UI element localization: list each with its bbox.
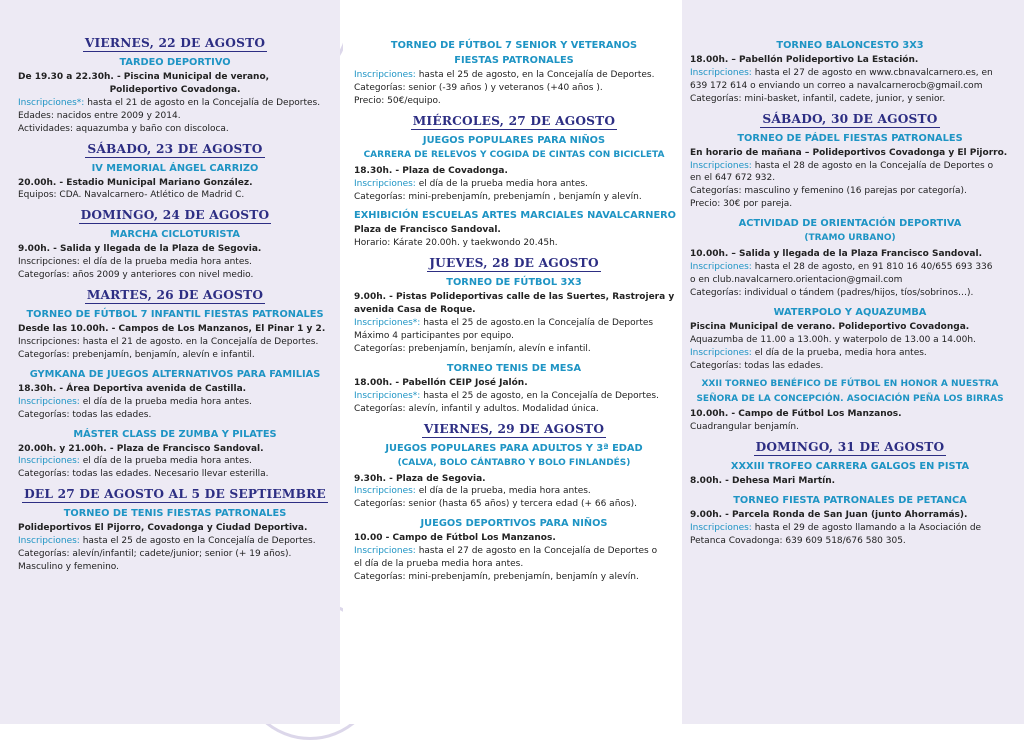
event-detail-line [18, 455, 332, 468]
event-detail-line [18, 561, 332, 574]
detail-text: Masculino y femenino. [18, 561, 120, 572]
registration-label: Inscripciones: [354, 546, 416, 557]
event-block [18, 428, 332, 482]
event-block [18, 162, 332, 203]
event-detail-line [354, 473, 674, 486]
time-place-text: avenida Casa de Roque. [354, 305, 476, 316]
day-section [18, 142, 332, 203]
event-detail-line [690, 172, 1010, 185]
detail-text: Categorías: años 2009 y anteriores con nivel medio. [18, 270, 254, 281]
registration-label: Inscripciones: [690, 160, 752, 171]
event-detail-line [354, 558, 674, 571]
event-detail-line [18, 189, 332, 202]
event-title: JUEGOS POPULARES PARA ADULTOS Y 3ª EDAD [385, 442, 643, 454]
event-detail-line [18, 177, 332, 190]
time-place-text: 10.00h. – Salida y llegada de la Plaza Francisco Sandoval. [690, 249, 982, 260]
registration-label: Inscripciones: [18, 456, 80, 467]
event-title: TORNEO DE FÚTBOL 7 SENIOR Y VETERANOS [390, 40, 638, 51]
event-detail-line [18, 269, 332, 282]
event-block [690, 306, 1010, 373]
event-title: TORNEO DE FÚTBOL 7 INFANTIL FIESTAS PATRONALES [26, 309, 324, 321]
detail-text: Categorías: mini-prebenjamín, prebenjamín, benjamín y alevín. [354, 571, 639, 582]
event-block [690, 39, 1010, 106]
detail-text: Máximo 4 participantes por equipo. [354, 330, 514, 341]
time-place-text: 9.00h. - Pistas Polideportivas calle de las Suertes, Rastrojera y [354, 292, 675, 303]
event-subtitle: (CALVA, BOLO CÁNTABRO Y BOLO FINLANDÉS) [397, 457, 631, 468]
event-block [354, 517, 674, 584]
detail-text: Categorías: alevín/infantil; cadete/junior; senior (+ 19 años). [18, 549, 292, 560]
detail-text: Cuadrangular benjamín. [690, 422, 799, 433]
detail-text: Categorías: mini-prebenjamín, prebenjamín , benjamín y alevín. [354, 191, 642, 202]
registration-text: el día de la prueba, media hora antes. [751, 347, 927, 358]
event-detail-line [18, 443, 332, 456]
event-title: TORNEO DE TENIS FIESTAS PATRONALES [63, 508, 287, 520]
detail-text: Precio: 30€ por pareja. [690, 199, 793, 210]
event-detail-line [354, 69, 674, 82]
event-detail-line [690, 67, 1010, 80]
event-block [18, 56, 332, 136]
event-title: TORNEO DE FÚTBOL 3X3 [446, 277, 582, 289]
event-subtitle: (TRAMO URBANO) [804, 233, 896, 244]
day-section [18, 487, 332, 574]
detail-text: 639 172 614 o enviando un correo a navalcarnerocb@gmail.com [690, 80, 983, 91]
detail-text: Categorías: individual o tándem (padres/hijos, tíos/sobrinos…). [690, 287, 974, 298]
time-place-text: Polideportivos El Pijorro, Covadonga y Ciudad Deportiva. [18, 523, 308, 534]
event-detail-line [354, 343, 674, 356]
event-detail-line [354, 330, 674, 343]
detail-text: Aquazumba de 11.00 a 13.00h. y waterpolo de 13.00 a 14.00h. [690, 334, 976, 345]
event-detail-line [354, 390, 674, 403]
registration-text: hasta el 28 de agosto, en 91 810 16 40/655 693 336 [751, 262, 993, 273]
event-title: TARDEO DEPORTIVO [119, 57, 231, 68]
event-detail-line [690, 321, 1010, 334]
detail-text: Petanca Covadonga: 639 609 518/676 580 305. [690, 535, 906, 546]
event-title: TORNEO BALONCESTO 3X3 [776, 40, 924, 51]
detail-text: Inscripciones: el día de la prueba media hora antes. [18, 257, 252, 268]
registration-label: Inscripciones: [354, 486, 416, 497]
event-detail-line [690, 360, 1010, 373]
registration-text: el día de la prueba media hora antes. [79, 396, 252, 407]
event-detail-line [18, 84, 332, 97]
time-place-text: 20.00h. - Estadio Municipal Mariano González. [18, 177, 253, 188]
event-detail-line [690, 248, 1010, 261]
date-heading: JUEVES, 28 DE AGOSTO [429, 256, 599, 271]
registration-text: hasta el 28 de agosto en la Concejalía de Deportes o [751, 160, 994, 171]
event-detail-line [18, 396, 332, 409]
event-title: TORNEO DE PÁDEL FIESTAS PATRONALES [737, 132, 963, 144]
event-detail-line [690, 80, 1010, 93]
detail-text: o en club.navalcarnero.orientacion@gmail.com [690, 274, 903, 285]
detail-text: Categorías: prebenjamín, benjamín, alevín e infantil. [354, 343, 591, 354]
registration-text: el día de la prueba media hora antes. [79, 456, 252, 467]
event-detail-line [690, 185, 1010, 198]
event-detail-line [690, 93, 1010, 106]
event-detail-line [354, 403, 674, 416]
time-place-text: En horario de mañana – Polideportivos Covadonga y El Pijorro. [690, 147, 1008, 158]
event-title: EXHIBICIÓN ESCUELAS ARTES MARCIALES NAVALCARNERO [354, 210, 677, 222]
registration-text: el día de la prueba, media hora antes. [415, 486, 591, 497]
day-section [690, 112, 1010, 435]
event-detail-line [354, 237, 674, 250]
date-heading: DEL 27 DE AGOSTO AL 5 DE SEPTIEMBRE [24, 487, 326, 502]
event-title: JUEGOS POPULARES PARA NIÑOS [422, 134, 606, 146]
time-place-text: 18.30h. - Plaza de Covadonga. [354, 165, 508, 176]
date-heading: DOMINGO, 31 DE AGOSTO [755, 440, 945, 455]
event-title: TORNEO TENIS DE MESA [446, 362, 582, 374]
event-block [690, 378, 1010, 434]
time-place-text: Plaza de Francisco Sandoval. [354, 225, 501, 236]
event-detail-line [18, 243, 332, 256]
time-place-text: 10.00h. - Campo de Fútbol Los Manzanos. [690, 409, 902, 420]
registration-label: Inscripciones: [690, 262, 752, 273]
event-title: GYMKANA DE JUEGOS ALTERNATIVOS PARA FAMILIAS [29, 368, 321, 380]
event-detail-line [18, 349, 332, 362]
event-detail-line [354, 178, 674, 191]
detail-text: Horario: Kárate 20.00h. y taekwondo 20.45h. [354, 238, 558, 249]
registration-label: Inscripciones*: [354, 318, 421, 329]
event-detail-line [354, 377, 674, 390]
detail-text: Categorías: masculino y femenino (16 parejas por categoría). [690, 186, 967, 197]
event-detail-line [18, 110, 332, 123]
day-section [354, 256, 674, 415]
event-detail-line [690, 54, 1010, 67]
date-heading: SÁBADO, 30 DE AGOSTO [762, 111, 938, 126]
detail-text: Categorías: todas las edades. [690, 360, 824, 371]
detail-text: Categorías: mini-basket, infantil, cadete, junior, y senior. [690, 93, 946, 104]
event-detail-line [18, 71, 332, 84]
event-detail-line [18, 256, 332, 269]
day-section [18, 288, 332, 481]
detail-text: Inscripciones: hasta el 21 de agosto. en la Concejalía de Deportes. [18, 336, 319, 347]
event-detail-line [690, 274, 1010, 287]
registration-text: hasta el 25 de agosto en la Concejalía de Deportes. [79, 536, 316, 547]
event-detail-line [354, 545, 674, 558]
time-place-text: 18.30h. - Área Deportiva avenida de Castilla. [18, 383, 247, 394]
event-title-cont: SEÑORA DE LA CONCEPCIÓN. ASOCIACIÓN PEÑA LOS BIRRAS [696, 394, 1004, 405]
event-detail-line [690, 421, 1010, 434]
registration-text: hasta el 27 de agosto en la Concejalía de Deportes o [415, 546, 658, 557]
event-block [354, 362, 674, 416]
event-detail-line [354, 485, 674, 498]
event-detail-line [18, 409, 332, 422]
day-section [354, 113, 677, 251]
registration-label: Inscripciones: [690, 523, 752, 534]
detail-text: Equipos: CDA. Navalcarnero- Atlético de Madrid C. [18, 190, 245, 201]
event-detail-line [354, 191, 674, 204]
detail-text: Categorías: prebenjamín, benjamín, alevín e infantil. [18, 349, 255, 360]
time-place-text: Desde las 10.00h. - Campos de Los Manzanos, El Pinar 1 y 2. [18, 324, 326, 335]
event-detail-line [690, 160, 1010, 173]
event-detail-line [18, 323, 332, 336]
detail-text: en el 647 672 932. [690, 173, 776, 184]
registration-label: Inscripciones*: [18, 97, 85, 108]
event-detail-line [18, 522, 332, 535]
event-detail-line [354, 95, 674, 108]
event-detail-line [354, 498, 674, 511]
time-place-text: 20.00h. y 21.00h. - Plaza de Francisco Sandoval. [18, 443, 264, 454]
date-heading: DOMINGO, 24 DE AGOSTO [80, 208, 270, 223]
left-panel [0, 0, 340, 724]
event-title-cont: FIESTAS PATRONALES [454, 55, 574, 66]
detail-text: Actividades: aquazumba y baño con discoloca. [18, 123, 229, 134]
registration-text: el día de la prueba media hora antes. [415, 178, 588, 189]
middle-panel [343, 0, 682, 724]
detail-text: Categorías: senior (hasta 65 años) y tercera edad (+ 66 años). [354, 499, 637, 510]
registration-label: Inscripciones: [18, 536, 80, 547]
day-section [18, 36, 332, 136]
time-place-text: Polideportivo Covadonga. [109, 84, 241, 95]
detail-text: Edades: nacidos entre 2009 y 2014. [18, 110, 181, 121]
time-place-text: 9.00h. - Parcela Ronda de San Juan (junto Ahorramás). [690, 510, 968, 521]
event-detail-line [18, 548, 332, 561]
detail-text: Categorías: alevín, infantil y adultos. Modalidad única. [354, 403, 599, 414]
date-heading: MARTES, 26 DE AGOSTO [86, 288, 264, 303]
registration-label: Inscripciones: [690, 67, 752, 78]
date-heading: MIÉRCOLES, 27 DE AGOSTO [412, 113, 616, 128]
day-section [690, 39, 1010, 106]
event-block [18, 507, 332, 574]
event-title: IV MEMORIAL ÁNGEL CARRIZO [91, 162, 259, 174]
event-detail-line [18, 123, 332, 136]
detail-text: Categorías: senior (-39 años ) y veteranos (+40 años ). [354, 82, 603, 93]
event-block [690, 460, 1010, 488]
event-detail-line [690, 287, 1010, 300]
right-panel [682, 0, 1024, 724]
event-title: XXXIII TROFEO CARRERA GALGOS EN PISTA [730, 461, 970, 473]
day-section [690, 440, 1010, 548]
event-title: TORNEO FIESTA PATRONALES DE PETANCA [733, 495, 967, 507]
event-detail-line [354, 291, 674, 304]
registration-label: Inscripciones*: [354, 390, 421, 401]
day-section [18, 208, 332, 282]
detail-text: Categorías: todas las edades. [18, 409, 152, 420]
event-detail-line [690, 475, 1010, 488]
event-detail-line [18, 336, 332, 349]
event-block [354, 209, 677, 250]
event-detail-line [18, 97, 332, 110]
event-title: MARCHA CICLOTURISTA [110, 229, 240, 241]
time-place-text: 18.00h. – Pabellón Polideportivo La Estación. [690, 55, 919, 65]
detail-text: Precio: 50€/equipo. [354, 95, 441, 106]
detail-text: Categorías: todas las edades. Necesario llevar esterilla. [18, 469, 269, 480]
event-block [354, 276, 674, 356]
event-detail-line [354, 571, 674, 584]
time-place-text: 10.00 - Campo de Fútbol Los Manzanos. [354, 533, 556, 544]
event-detail-line [690, 261, 1010, 274]
time-place-text: De 19.30 a 22.30h. - Piscina Municipal de verano, [18, 72, 270, 82]
day-section [354, 39, 674, 108]
event-block [690, 217, 1010, 300]
time-place-text: 9.30h. - Plaza de Segovia. [354, 473, 486, 484]
date-heading: SÁBADO, 23 DE AGOSTO [87, 141, 263, 156]
event-detail-line [690, 408, 1010, 421]
event-subtitle: CARRERA DE RELEVOS Y COGIDA DE CINTAS CON BICICLETA [363, 149, 665, 160]
event-block [690, 494, 1010, 548]
time-place-text: 18.00h. - Pabellón CEIP José Jalón. [354, 377, 528, 388]
event-detail-line [690, 535, 1010, 548]
event-detail-line [690, 509, 1010, 522]
event-detail-line [354, 304, 674, 317]
event-detail-line [18, 383, 332, 396]
event-title: MÁSTER CLASS DE ZUMBA Y PILATES [73, 428, 277, 440]
event-block [354, 442, 674, 512]
event-detail-line [354, 224, 674, 237]
time-place-text: Piscina Municipal de verano. Polideportivo Covadonga. [690, 321, 970, 332]
event-detail-line [354, 165, 674, 178]
registration-text: hasta el 25 de agosto, en la Concejalía de Deportes. [420, 390, 659, 401]
event-detail-line [690, 334, 1010, 347]
event-block [354, 134, 674, 204]
registration-text: hasta el 25 de agosto.en la Concejalía de Deportes [420, 318, 654, 329]
date-heading: VIERNES, 22 DE AGOSTO [84, 36, 266, 50]
day-section [354, 422, 674, 584]
event-detail-line [18, 535, 332, 548]
registration-label: Inscripciones: [354, 178, 416, 189]
registration-text: hasta el 25 de agosto, en la Concejalía de Deportes. [415, 70, 655, 80]
event-title: XXII TORNEO BENÉFICO DE FÚTBOL EN HONOR A NUESTRA [701, 379, 999, 390]
registration-text: hasta el 27 de agosto en www.cbnavalcarnero.es, en [751, 67, 993, 78]
event-block [18, 228, 332, 282]
event-detail-line [354, 532, 674, 545]
registration-text: hasta el 29 de agosto llamando a la Asociación de [751, 523, 982, 534]
event-detail-line [690, 147, 1010, 160]
registration-text: hasta el 21 de agosto en la Concejalía de Deportes. [84, 97, 321, 108]
detail-text: el día de la prueba media hora antes. [354, 559, 524, 570]
event-title: JUEGOS DEPORTIVOS PARA NIÑOS [420, 518, 608, 530]
date-heading: VIERNES, 29 DE AGOSTO [423, 421, 605, 436]
event-title: ACTIVIDAD DE ORIENTACIÓN DEPORTIVA [738, 218, 962, 230]
event-detail-line [354, 317, 674, 330]
event-detail-line [690, 198, 1010, 211]
registration-label: Inscripciones: [690, 347, 752, 358]
registration-label: Inscripciones: [354, 70, 416, 80]
event-detail-line [354, 82, 674, 95]
event-detail-line [18, 468, 332, 481]
event-block [18, 368, 332, 422]
event-block [690, 132, 1010, 212]
time-place-text: 9.00h. - Salida y llegada de la Plaza de Segovia. [18, 244, 262, 255]
event-title: WATERPOLO Y AQUAZUMBA [773, 306, 927, 318]
event-detail-line [690, 522, 1010, 535]
event-block [18, 308, 332, 362]
registration-label: Inscripciones: [18, 396, 80, 407]
event-detail-line [690, 347, 1010, 360]
time-place-text: 8.00h. - Dehesa Mari Martín. [690, 476, 836, 487]
event-block [354, 39, 674, 108]
